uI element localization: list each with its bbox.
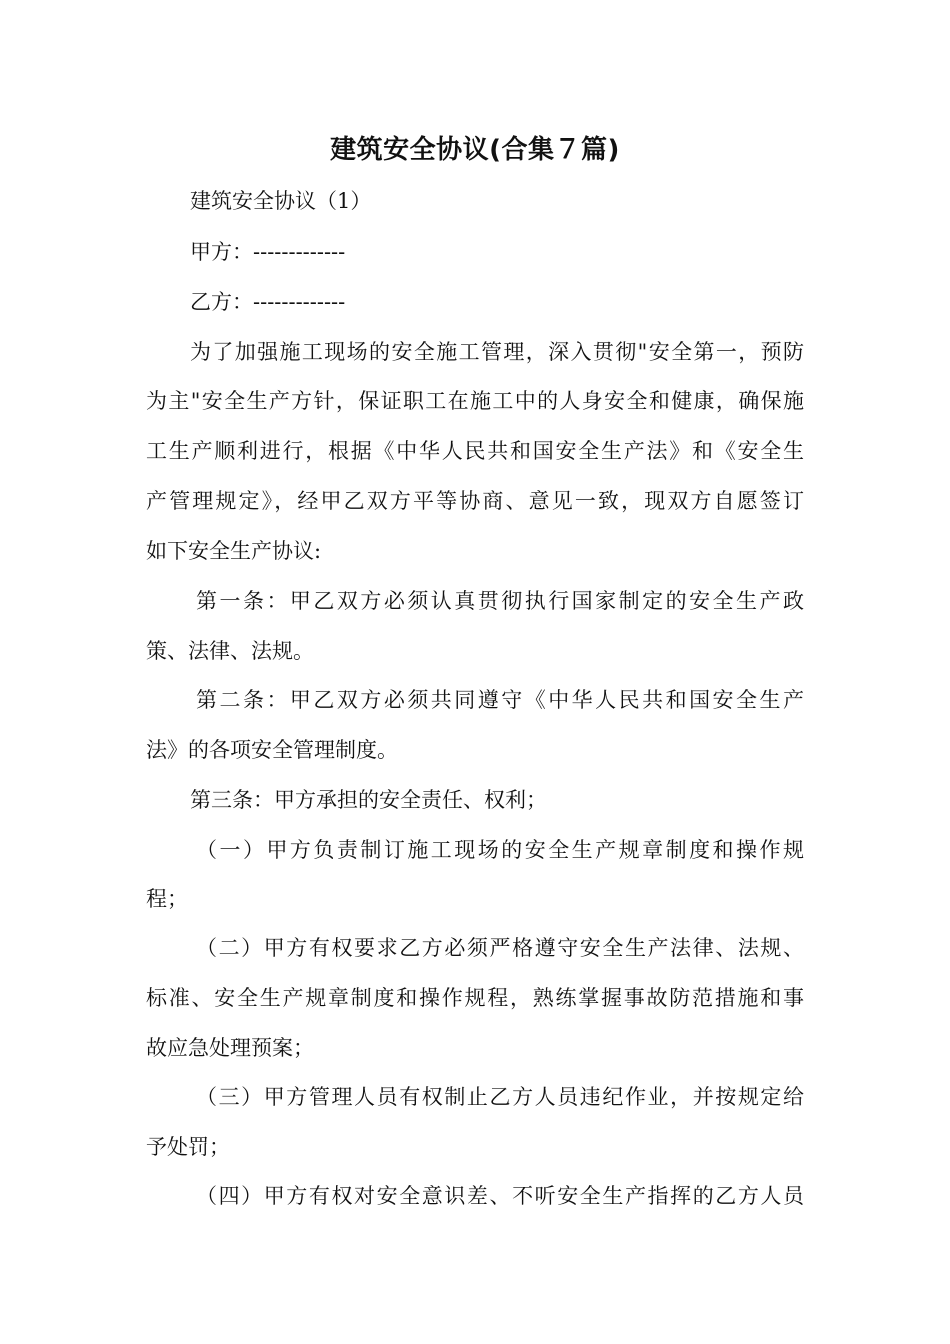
paragraph-line: 工生产顺利进行，根据《中华人民共和国安全生产法》和《安全生 (146, 439, 804, 463)
clause-line: （三）甲方管理人员有权制止乙方人员违纪作业，并按规定给 (196, 1085, 804, 1109)
clause-line: 予处罚； (146, 1135, 230, 1159)
clause-line: 故应急处理预案； (146, 1036, 314, 1060)
article-line: 第三条：甲方承担的安全责任、权利； (190, 788, 547, 812)
article-line: 策、法律、法规。 (146, 639, 314, 663)
article-line: 第二条：甲乙双方必须共同遵守《中华人民共和国安全生产 (196, 688, 804, 712)
party-b-line: 乙方：------------- (190, 290, 346, 314)
paragraph-line: 如下安全生产协议: (146, 539, 322, 563)
clause-line: （二）甲方有权要求乙方必须严格遵守安全生产法律、法规、 (196, 936, 804, 960)
clause-line: （一）甲方负责制订施工现场的安全生产规章制度和操作规 (196, 838, 804, 862)
clause-line: （四）甲方有权对安全意识差、不听安全生产指挥的乙方人员 (196, 1184, 804, 1208)
document-title: 建筑安全协议(合集７篇) (330, 135, 620, 165)
section-heading: 建筑安全协议（1） (190, 189, 372, 213)
clause-line: 程； (146, 887, 188, 911)
article-line: 第一条：甲乙双方必须认真贯彻执行国家制定的安全生产政 (196, 589, 804, 613)
article-line: 法》的各项安全管理制度。 (146, 738, 398, 762)
clause-line: 标准、安全生产规章制度和操作规程，熟练掌握事故防范措施和事 (146, 986, 804, 1010)
party-a-line: 甲方：------------- (190, 240, 346, 264)
paragraph-line: 产管理规定》，经甲乙双方平等协商、意见一致，现双方自愿签订 (146, 489, 804, 513)
paragraph-line: 为了加强施工现场的安全施工管理，深入贯彻"安全第一，预防 (190, 340, 804, 364)
paragraph-line: 为主"安全生产方针，保证职工在施工中的人身安全和健康，确保施 (146, 389, 804, 413)
